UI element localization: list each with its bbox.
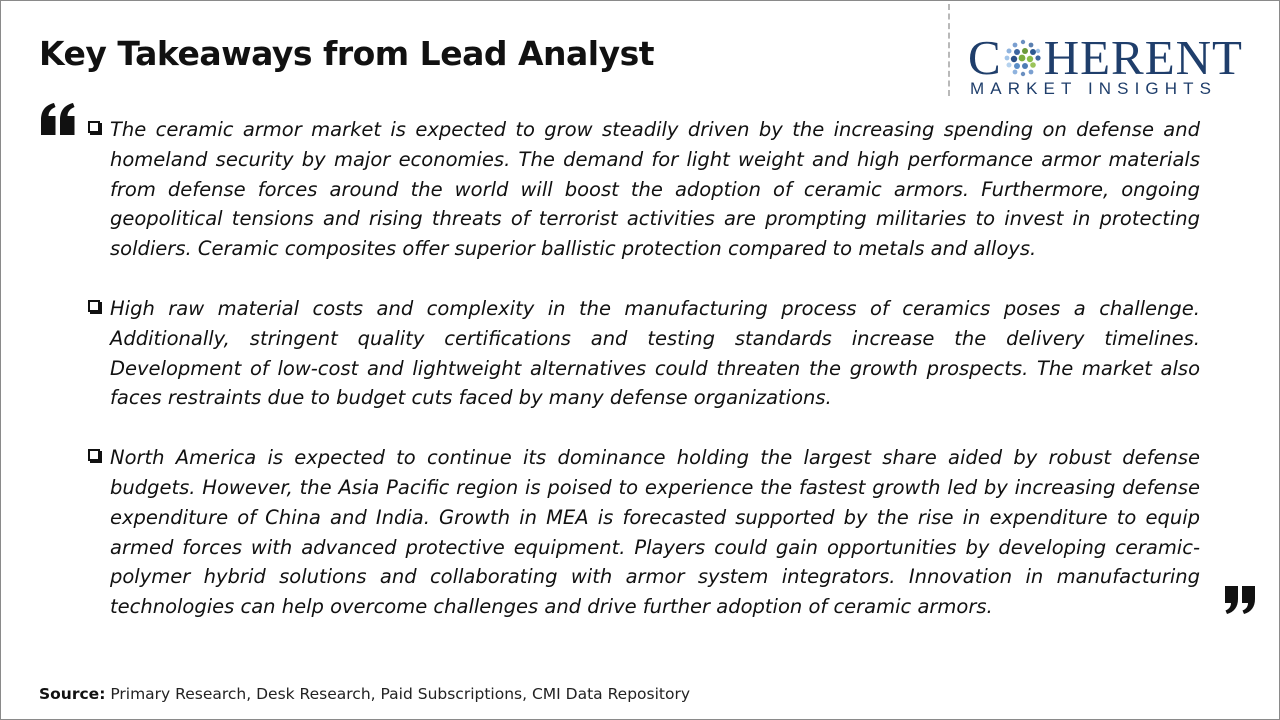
logo-subtitle: MARKET INSIGHTS [970,79,1218,98]
takeaway-text: North America is expected to continue its dominance holding the largest share aided by robust defense budgets. However, the Asia Pacific region is poised to experience the fastest growth led by increasing defense expenditure of China and India. Growth in MEA is forecasted supported by the rise in expenditure to equip armed forces with advanced protective equipment. Players could gain opportunities by developing ceramic-polymer hybrid solutions and collaborating with armor system integrators. Innovation in manufacturing technologies can help overcome challenges and drive further adoption of ceramic armors. [110,446,1200,619]
globe-dots-icon [1003,38,1043,78]
logo-wordmark [968,32,1243,84]
takeaway-item [86,294,1200,413]
checkbox-bullet-icon [88,300,100,312]
takeaway-list [86,115,1200,652]
company-logo [968,32,1260,98]
takeaway-item [86,443,1200,622]
close-quote-icon [1224,585,1257,615]
source-label: Source: [39,685,106,703]
page-title: Key Takeaways from Lead Analyst [39,34,654,73]
checkbox-bullet-icon [88,449,100,461]
logo-word-end: HERENT [1043,30,1243,85]
takeaway-item [86,115,1200,264]
source-note [39,685,690,703]
checkbox-bullet-icon [88,121,100,133]
source-text: Primary Research, Desk Research, Paid Subscriptions, CMI Data Repository [110,685,691,703]
open-quote-icon [40,102,76,136]
logo-divider [948,4,950,96]
takeaway-text: High raw material costs and complexity in the manufacturing process of ceramics poses a challenge. Additionally, stringent quality certifications and testing standards increase the delivery timelines. Development of low-cost and lightweight alternatives could threaten the growth prospects. The market also faces restraints due to budget cuts faced by many defense organizations. [110,296,1200,410]
logo-word-start: C [968,30,1002,85]
takeaway-text: The ceramic armor market is expected to grow steadily driven by the increasing spending on defense and homeland security by major economies. The demand for light weight and high performance armor materials from defense forces around the world will boost the adoption of ceramic armors. Furthermore, ongoing geopolitical tensions and rising threats of terrorist activities are prompting militaries to invest in protecting soldiers. Ceramic composites offer superior ballistic protection compared to metals and alloys. [110,118,1200,261]
